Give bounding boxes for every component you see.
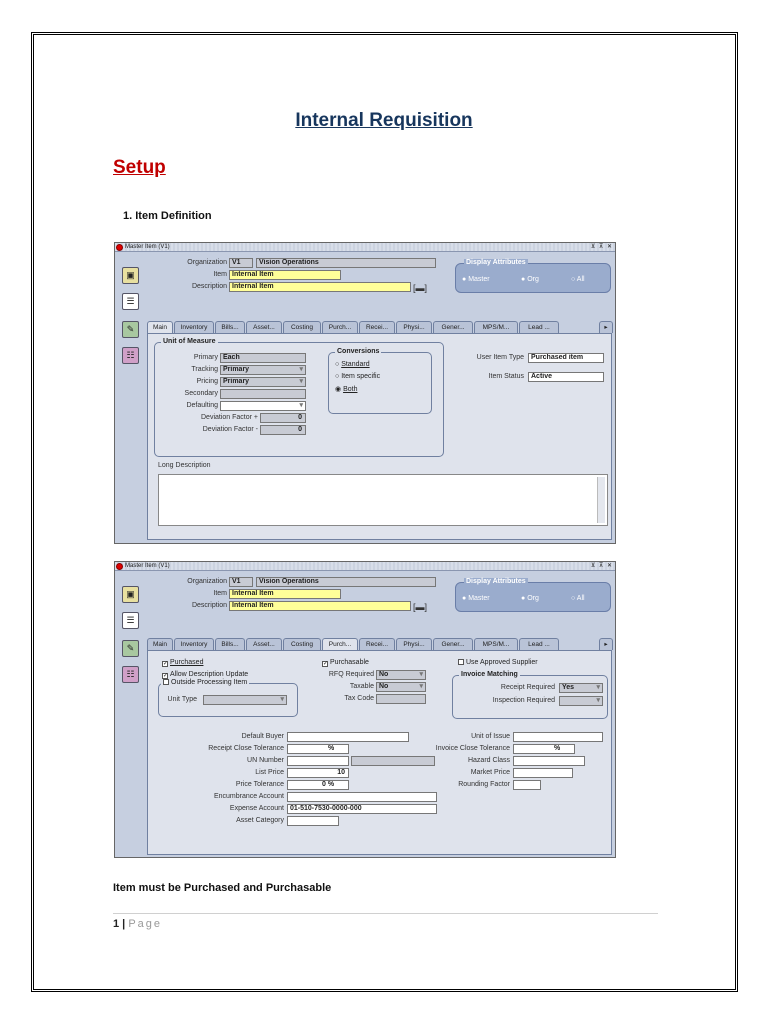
- rounding-factor-field[interactable]: [513, 780, 541, 790]
- close-dot-icon[interactable]: [116, 563, 123, 570]
- description-edit-icon[interactable]: [▬]: [413, 283, 428, 293]
- list-price-label: List Price: [255, 769, 284, 776]
- default-buyer-label: Default Buyer: [241, 733, 284, 740]
- window-titlebar-2: [115, 562, 615, 571]
- caption: Item must be Purchased and Purchasable: [113, 882, 332, 894]
- display-attributes-group: [455, 259, 611, 293]
- hazard-class-label: Hazard Class: [467, 757, 510, 764]
- pricing-label: Pricing: [196, 378, 218, 385]
- secondary-field[interactable]: [220, 389, 306, 399]
- tab-main[interactable]: Main: [147, 638, 173, 650]
- tab-bills[interactable]: Bills...: [215, 638, 245, 650]
- purchasable-checkbox[interactable]: ✓ Purchasable: [323, 659, 369, 667]
- expense-account-field[interactable]: 01-510-7530-0000-000: [287, 804, 437, 814]
- receipt-close-tolerance-label: Receipt Close Tolerance: [208, 745, 284, 752]
- purchasable-label: Purchasable: [330, 659, 369, 666]
- radio-item-specific[interactable]: ○ Item specific: [335, 373, 381, 380]
- window-title: Master Item (V1): [125, 244, 170, 250]
- setup-heading: Setup: [113, 157, 166, 178]
- description-label: Description: [191, 283, 227, 290]
- master-item-window-purchasing: [114, 561, 616, 858]
- radio-all[interactable]: ○ All: [571, 276, 585, 283]
- tree-icon[interactable]: ☷: [122, 347, 139, 364]
- item-status-label: Item Status: [488, 373, 524, 380]
- close-dot-icon[interactable]: [116, 244, 123, 251]
- tab-mps[interactable]: MPS/M...: [474, 321, 518, 333]
- pricing-select[interactable]: Primary ▾: [220, 377, 306, 387]
- tab-costing[interactable]: Costing: [283, 321, 321, 333]
- invoice-matching-title: Invoice Matching: [461, 671, 518, 678]
- folder-icon[interactable]: ▣: [122, 267, 139, 284]
- display-attributes-title: Display Attributes: [466, 259, 526, 266]
- invoice-matching-group: [452, 671, 608, 719]
- radio-standard-label: Standard: [341, 361, 370, 368]
- tax-code-field[interactable]: [376, 694, 426, 704]
- hazard-class-field[interactable]: [513, 756, 585, 766]
- price-tolerance-field[interactable]: 0 %: [287, 780, 349, 790]
- encumbrance-account-label: Encumbrance Account: [213, 793, 284, 800]
- footer-separator: |: [119, 918, 129, 930]
- tab-strip: [147, 321, 612, 333]
- default-buyer-field[interactable]: [287, 732, 409, 742]
- purchasing-tab-panel: [147, 650, 612, 855]
- asset-category-field[interactable]: [287, 816, 339, 826]
- receipt-required-label: Receipt Required: [500, 684, 555, 691]
- taxable-select[interactable]: No ▾: [376, 682, 426, 692]
- deviation-minus-field[interactable]: 0: [260, 425, 306, 435]
- window-controls[interactable]: ⊻ ⊼ ✕: [590, 244, 613, 250]
- radio-master-2[interactable]: ● Master: [462, 595, 490, 602]
- tab-next-icon[interactable]: ▸: [599, 638, 613, 650]
- inspection-required-select[interactable]: [559, 696, 603, 706]
- market-price-label: Market Price: [470, 769, 510, 776]
- invoice-close-tolerance-label: Invoice Close Tolerance: [435, 745, 510, 752]
- purchased-label: Purchased: [170, 659, 204, 666]
- radio-org-label-2: Org: [527, 595, 539, 602]
- deviation-minus-label: Deviation Factor -: [202, 426, 258, 433]
- description-edit-icon[interactable]: [▬]: [413, 602, 428, 612]
- inspection-required-label: Inspection Required: [492, 697, 555, 704]
- secondary-label: Secondary: [184, 390, 218, 397]
- page-number: 1: [113, 918, 120, 930]
- attachment-icon[interactable]: ✎: [122, 321, 139, 338]
- long-description-label: Long Description: [158, 462, 211, 469]
- radio-master-label: Master: [468, 276, 490, 283]
- tab-lead[interactable]: Lead ...: [519, 321, 559, 333]
- outside-processing-group: [158, 679, 298, 717]
- primary-field[interactable]: Each: [220, 353, 306, 363]
- defaulting-select[interactable]: [220, 401, 306, 411]
- page-word: Page: [128, 918, 163, 930]
- tab-main[interactable]: Main: [147, 321, 173, 334]
- use-approved-supplier-checkbox[interactable]: [458, 659, 538, 666]
- radio-org[interactable]: ● Org: [521, 276, 539, 283]
- radio-item-specific-label: Item specific: [341, 373, 381, 380]
- defaulting-label: Defaulting: [186, 402, 218, 409]
- radio-master[interactable]: ● Master: [462, 276, 490, 283]
- description-field[interactable]: Internal Item: [229, 282, 411, 292]
- conversions-title: Conversions: [337, 348, 380, 355]
- tab-purchasing[interactable]: Purch...: [322, 321, 358, 333]
- footer-divider: [113, 913, 658, 914]
- tab-lead[interactable]: Lead ...: [519, 638, 559, 650]
- step-heading: 1. Item Definition: [123, 210, 212, 222]
- radio-all-label-2: All: [576, 595, 585, 602]
- outside-processing-label: Outside Processing Item: [171, 679, 248, 686]
- org-code-field[interactable]: V1: [229, 258, 253, 268]
- master-item-window-main: [114, 242, 616, 544]
- unit-type-label: Unit Type: [167, 696, 197, 703]
- tree-icon[interactable]: ☷: [122, 666, 139, 683]
- price-tolerance-label: Price Tolerance: [235, 781, 284, 788]
- tab-strip-2: [147, 638, 612, 650]
- asset-category-label: Asset Category: [236, 817, 284, 824]
- org-code-field-2[interactable]: V1: [229, 577, 253, 587]
- tab-physical[interactable]: Physi...: [396, 321, 432, 333]
- rfq-required-label: RFQ Required: [328, 671, 374, 678]
- tab-physical[interactable]: Physi...: [396, 638, 432, 650]
- tab-inventory[interactable]: Inventory: [174, 321, 214, 333]
- unit-of-issue-field[interactable]: [513, 732, 603, 742]
- tab-mps[interactable]: MPS/M...: [474, 638, 518, 650]
- item-label: Item: [213, 271, 227, 278]
- un-number-field[interactable]: [287, 756, 349, 766]
- tab-general[interactable]: Gener...: [433, 638, 473, 650]
- tab-inventory[interactable]: Inventory: [174, 638, 214, 650]
- radio-both-label: Both: [343, 386, 358, 393]
- uom-title: Unit of Measure: [163, 338, 216, 345]
- folder-icon[interactable]: ▣: [122, 586, 139, 603]
- attachment-icon[interactable]: ✎: [122, 640, 139, 657]
- window-controls-2[interactable]: ⊻ ⊼ ✕: [590, 563, 613, 569]
- main-tab-panel: [147, 333, 612, 540]
- tax-code-label: Tax Code: [344, 695, 374, 702]
- tab-asset[interactable]: Asset...: [246, 321, 282, 333]
- long-description-textarea[interactable]: [158, 474, 608, 526]
- radio-org-2[interactable]: ● Org: [521, 595, 539, 602]
- tracking-label: Tracking: [191, 366, 218, 373]
- encumbrance-account-field[interactable]: [287, 792, 437, 802]
- invoice-close-tolerance-field[interactable]: %: [513, 744, 575, 754]
- radio-org-label: Org: [527, 276, 539, 283]
- item-status-field[interactable]: Active: [528, 372, 604, 382]
- long-description-scrollbar[interactable]: [597, 477, 605, 523]
- page-footer: [113, 918, 162, 930]
- item-field[interactable]: Internal Item: [229, 270, 341, 280]
- outside-processing-checkbox[interactable]: [161, 679, 249, 686]
- radio-standard[interactable]: ○ Standard: [335, 361, 370, 368]
- description-label-2: Description: [191, 602, 227, 609]
- unit-of-issue-label: Unit of Issue: [471, 733, 510, 740]
- radio-master-label-2: Master: [468, 595, 490, 602]
- receipt-required-select[interactable]: Yes ▾: [559, 683, 603, 693]
- display-attributes-title-2: Display Attributes: [466, 578, 526, 585]
- user-item-type-label: User Item Type: [476, 354, 524, 361]
- deviation-plus-label: Deviation Factor +: [201, 414, 258, 421]
- conversions-group: [328, 348, 432, 414]
- un-number-label: UN Number: [247, 757, 284, 764]
- allow-description-checkbox[interactable]: ✓ Allow Description Update: [163, 671, 249, 679]
- item-field-2[interactable]: Internal Item: [229, 589, 341, 599]
- document-icon[interactable]: ☰: [122, 293, 139, 310]
- left-toolbar: [115, 253, 145, 543]
- market-price-field[interactable]: [513, 768, 573, 778]
- tracking-select[interactable]: Primary ▾: [220, 365, 306, 375]
- primary-label: Primary: [193, 354, 218, 361]
- list-price-field[interactable]: 10: [287, 768, 349, 778]
- user-item-type-field[interactable]: Purchased item: [528, 353, 604, 363]
- org-label: Organization: [187, 259, 227, 266]
- org-label-2: Organization: [187, 578, 227, 585]
- allow-description-label: Allow Description Update: [170, 671, 249, 678]
- expense-account-label: Expense Account: [229, 805, 284, 812]
- receipt-close-tolerance-field[interactable]: %: [287, 744, 349, 754]
- tab-receiving[interactable]: Recei...: [359, 321, 395, 333]
- purchased-checkbox[interactable]: ✓ Purchased: [163, 659, 204, 667]
- org-name-field-2[interactable]: Vision Operations: [256, 577, 436, 587]
- window-titlebar: [115, 243, 615, 252]
- radio-all-2[interactable]: ○ All: [571, 595, 585, 602]
- tab-receiving[interactable]: Recei...: [359, 638, 395, 650]
- rounding-factor-label: Rounding Factor: [458, 781, 510, 788]
- document-title: Internal Requisition: [295, 110, 473, 131]
- radio-both[interactable]: ◉ Both: [335, 386, 358, 393]
- display-attributes-group-2: [455, 578, 611, 612]
- item-label-2: Item: [213, 590, 227, 597]
- unit-type-select[interactable]: [203, 695, 287, 705]
- org-name-field[interactable]: Vision Operations: [256, 258, 436, 268]
- tab-bills[interactable]: Bills...: [215, 321, 245, 333]
- taxable-label: Taxable: [349, 683, 374, 690]
- rfq-required-select[interactable]: No ▾: [376, 670, 426, 680]
- radio-all-label: All: [576, 276, 585, 283]
- tab-costing[interactable]: Costing: [283, 638, 321, 650]
- tab-purchasing[interactable]: Purch...: [322, 638, 358, 651]
- use-approved-supplier-label: Use Approved Supplier: [466, 659, 538, 666]
- document-icon[interactable]: ☰: [122, 612, 139, 629]
- tab-asset[interactable]: Asset...: [246, 638, 282, 650]
- left-toolbar-2: [115, 572, 145, 857]
- tab-general[interactable]: Gener...: [433, 321, 473, 333]
- deviation-plus-field[interactable]: 0: [260, 413, 306, 423]
- window-title-2: Master Item (V1): [125, 563, 170, 569]
- description-field-2[interactable]: Internal Item: [229, 601, 411, 611]
- tab-next-icon[interactable]: ▸: [599, 321, 613, 333]
